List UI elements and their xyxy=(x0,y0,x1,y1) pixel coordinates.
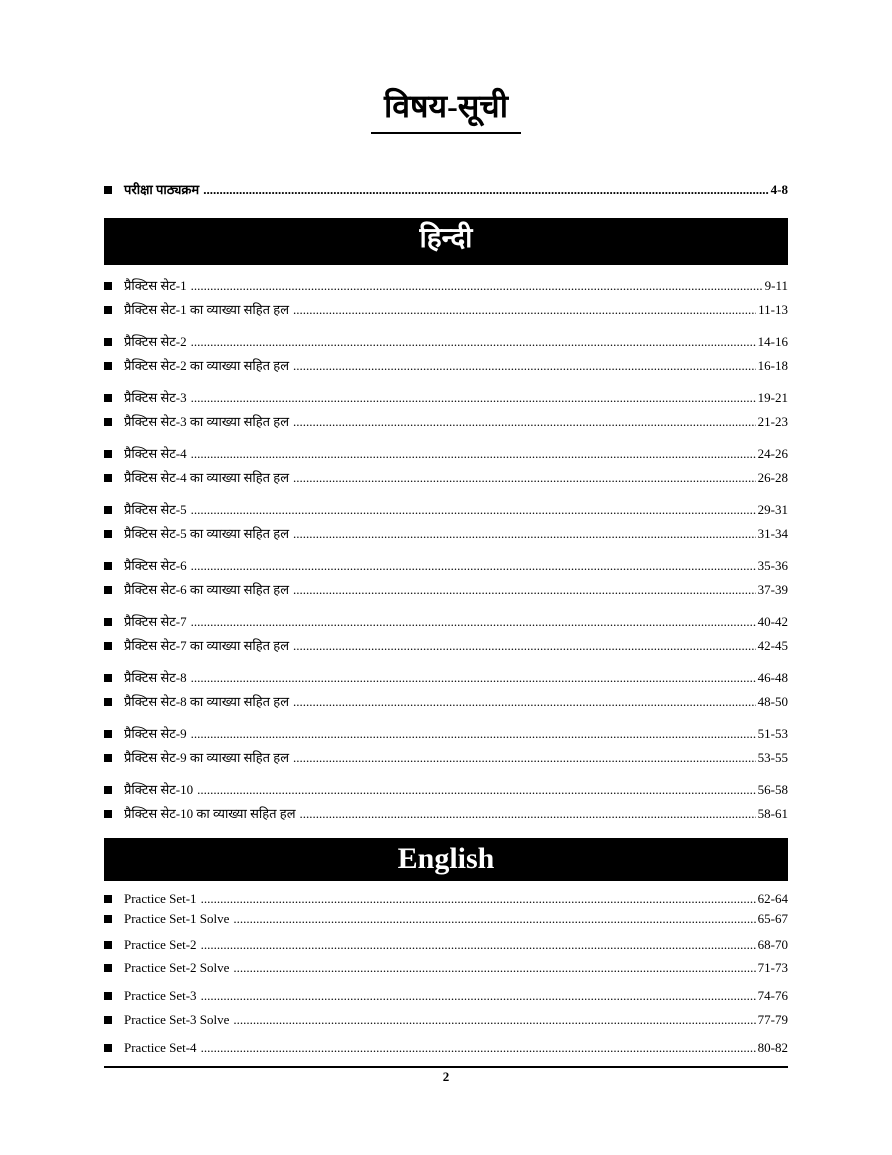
toc-label: Practice Set-1 xyxy=(124,891,197,906)
dot-leader xyxy=(201,1040,756,1056)
bullet-square-icon xyxy=(104,674,112,682)
bullet-square-icon xyxy=(104,992,112,1000)
toc-row xyxy=(104,444,788,462)
toc-label: प्रैक्टिस सेट-2 का व्याख्या सहित हल xyxy=(124,358,290,373)
toc-label: Practice Set-3 xyxy=(124,988,197,1003)
bullet-square-icon xyxy=(104,338,112,346)
bullet-square-icon xyxy=(104,698,112,706)
toc-label: Practice Set-4 xyxy=(124,1040,197,1055)
toc-pages: 16-18 xyxy=(757,358,788,373)
bullet-square-icon xyxy=(104,964,112,972)
toc-row xyxy=(104,300,788,318)
toc-row xyxy=(104,780,788,798)
dot-leader xyxy=(293,358,756,374)
page-number: 2 xyxy=(442,1069,450,1084)
toc-row xyxy=(104,356,788,374)
dot-leader xyxy=(293,582,756,598)
toc-pages: 80-82 xyxy=(757,1040,788,1055)
toc-label: प्रैक्टिस सेट-9 का व्याख्या सहित हल xyxy=(124,750,290,765)
bullet-square-icon xyxy=(104,282,112,290)
toc-pages: 56-58 xyxy=(757,782,788,797)
toc-label: प्रैक्टिस सेट-1 का व्याख्या सहित हल xyxy=(124,302,290,317)
toc-row xyxy=(104,1010,788,1028)
toc-label: परीक्षा पाठ्यक्रम xyxy=(124,182,200,197)
toc-label: प्रैक्टिस सेट-9 xyxy=(124,726,187,741)
toc-label: प्रैक्टिस सेट-7 xyxy=(124,614,187,629)
bullet-square-icon xyxy=(104,1044,112,1052)
toc-pages: 21-23 xyxy=(757,414,788,429)
toc-pages: 24-26 xyxy=(757,446,788,461)
dot-leader xyxy=(293,694,756,710)
toc-pages: 37-39 xyxy=(757,582,788,597)
dot-leader xyxy=(191,558,756,574)
toc-label: प्रैक्टिस सेट-2 xyxy=(124,334,187,349)
bullet-square-icon xyxy=(104,754,112,762)
toc-pages: 31-34 xyxy=(757,526,788,541)
dot-leader xyxy=(201,891,756,907)
dot-leader xyxy=(191,614,756,630)
bullet-square-icon xyxy=(104,915,112,923)
bullet-square-icon xyxy=(104,786,112,794)
dot-leader xyxy=(293,470,756,486)
dot-leader xyxy=(191,502,756,518)
toc-pages: 26-28 xyxy=(757,470,788,485)
toc-pages: 71-73 xyxy=(757,960,788,975)
dot-leader xyxy=(233,960,755,976)
toc-label: Practice Set-3 Solve xyxy=(124,1012,230,1027)
bullet-square-icon xyxy=(104,362,112,370)
bullet-square-icon xyxy=(104,586,112,594)
dot-leader xyxy=(201,988,756,1004)
toc-pages: 29-31 xyxy=(757,502,788,517)
dot-leader xyxy=(293,414,756,430)
toc-row xyxy=(104,468,788,486)
toc-row xyxy=(104,612,788,630)
dot-leader xyxy=(191,278,763,294)
bullet-square-icon xyxy=(104,306,112,314)
dot-leader xyxy=(293,638,756,654)
toc-pages: 4-8 xyxy=(770,182,788,197)
toc-pages: 35-36 xyxy=(757,558,788,573)
toc-pages: 9-11 xyxy=(764,278,788,293)
toc-row xyxy=(104,668,788,686)
toc-row xyxy=(104,935,788,953)
toc-row xyxy=(104,636,788,654)
toc-row xyxy=(104,724,788,742)
page-title: विषय-सूची xyxy=(371,84,521,134)
toc-label: प्रैक्टिस सेट-3 का व्याख्या सहित हल xyxy=(124,414,290,429)
toc-label: प्रैक्टिस सेट-5 का व्याख्या सहित हल xyxy=(124,526,290,541)
toc-row xyxy=(104,276,788,294)
toc-label: प्रैक्टिस सेट-8 का व्याख्या सहित हल xyxy=(124,694,290,709)
bullet-square-icon xyxy=(104,642,112,650)
toc-row xyxy=(104,412,788,430)
bullet-square-icon xyxy=(104,1016,112,1024)
bullet-square-icon xyxy=(104,618,112,626)
footer-divider xyxy=(104,1066,788,1068)
dot-leader xyxy=(197,782,756,798)
toc-row xyxy=(104,909,788,927)
toc-pages: 51-53 xyxy=(757,726,788,741)
toc-row xyxy=(104,986,788,1004)
toc-label: प्रैक्टिस सेट-10 xyxy=(124,782,194,797)
toc-pages: 53-55 xyxy=(757,750,788,765)
bullet-square-icon xyxy=(104,730,112,738)
dot-leader xyxy=(293,302,756,318)
toc-row-syllabus xyxy=(104,180,788,198)
bullet-square-icon xyxy=(104,474,112,482)
dot-leader xyxy=(203,182,768,198)
toc-pages: 14-16 xyxy=(757,334,788,349)
bullet-square-icon xyxy=(104,562,112,570)
toc-row xyxy=(104,388,788,406)
toc-pages: 74-76 xyxy=(757,988,788,1003)
toc-label: प्रैक्टिस सेट-8 xyxy=(124,670,187,685)
toc-row xyxy=(104,748,788,766)
dot-leader xyxy=(293,526,756,542)
toc-pages: 77-79 xyxy=(757,1012,788,1027)
dot-leader xyxy=(233,911,755,927)
toc-label: Practice Set-2 Solve xyxy=(124,960,230,975)
toc-pages: 19-21 xyxy=(757,390,788,405)
toc-row xyxy=(104,889,788,907)
toc-label: प्रैक्टिस सेट-4 xyxy=(124,446,187,461)
dot-leader xyxy=(300,806,756,822)
toc-label: प्रैक्टिस सेट-6 xyxy=(124,558,187,573)
toc-pages: 62-64 xyxy=(757,891,788,906)
dot-leader xyxy=(201,937,756,953)
toc-label: Practice Set-2 xyxy=(124,937,197,952)
toc-row xyxy=(104,500,788,518)
dot-leader xyxy=(233,1012,755,1028)
toc-pages: 58-61 xyxy=(757,806,788,821)
toc-label: प्रैक्टिस सेट-4 का व्याख्या सहित हल xyxy=(124,470,290,485)
dot-leader xyxy=(191,334,756,350)
toc-row xyxy=(104,804,788,822)
section-banner-hindi: हिन्दी xyxy=(104,218,788,265)
toc-label: Practice Set-1 Solve xyxy=(124,911,230,926)
toc-pages: 48-50 xyxy=(757,694,788,709)
bullet-square-icon xyxy=(104,895,112,903)
toc-pages: 42-45 xyxy=(757,638,788,653)
dot-leader xyxy=(191,726,756,742)
bullet-square-icon xyxy=(104,450,112,458)
toc-label: प्रैक्टिस सेट-6 का व्याख्या सहित हल xyxy=(124,582,290,597)
toc-pages: 46-48 xyxy=(757,670,788,685)
toc-pages: 65-67 xyxy=(757,911,788,926)
bullet-square-icon xyxy=(104,394,112,402)
toc-row xyxy=(104,556,788,574)
toc-row xyxy=(104,958,788,976)
toc-row xyxy=(104,692,788,710)
bullet-square-icon xyxy=(104,810,112,818)
bullet-square-icon xyxy=(104,941,112,949)
toc-row xyxy=(104,580,788,598)
toc-label: प्रैक्टिस सेट-1 xyxy=(124,278,187,293)
dot-leader xyxy=(191,390,756,406)
bullet-square-icon xyxy=(104,186,112,194)
toc-pages: 11-13 xyxy=(758,302,788,317)
toc-pages: 68-70 xyxy=(757,937,788,952)
toc-row xyxy=(104,524,788,542)
toc-label: प्रैक्टिस सेट-3 xyxy=(124,390,187,405)
bullet-square-icon xyxy=(104,418,112,426)
dot-leader xyxy=(191,670,756,686)
bullet-square-icon xyxy=(104,506,112,514)
dot-leader xyxy=(293,750,756,766)
toc-label: प्रैक्टिस सेट-7 का व्याख्या सहित हल xyxy=(124,638,290,653)
section-banner-english: English xyxy=(104,838,788,881)
toc-label: प्रैक्टिस सेट-10 का व्याख्या सहित हल xyxy=(124,806,296,821)
bullet-square-icon xyxy=(104,530,112,538)
title-block xyxy=(0,84,892,134)
dot-leader xyxy=(191,446,756,462)
toc-row xyxy=(104,1038,788,1056)
toc-row xyxy=(104,332,788,350)
toc-label: प्रैक्टिस सेट-5 xyxy=(124,502,187,517)
toc-pages: 40-42 xyxy=(757,614,788,629)
